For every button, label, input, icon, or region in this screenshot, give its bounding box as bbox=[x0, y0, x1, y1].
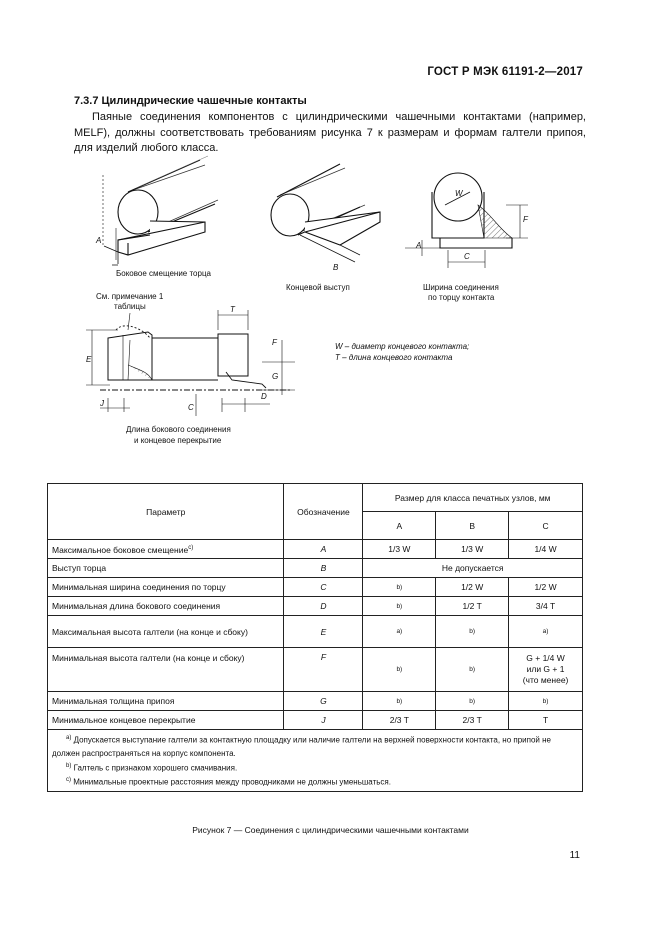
note-a: $^{a)}$ Допускается выступание галтели за контактную площадку или наличие галтели на верхней поверхности контакта, но припой не должен распространяться на корпус компонента. bbox=[52, 735, 551, 758]
th-class-c: C bbox=[509, 512, 583, 540]
label-c-side: C bbox=[188, 403, 194, 412]
cap-end-overhang: Концевой выступ bbox=[286, 283, 350, 292]
th-class-b: B bbox=[436, 512, 509, 540]
legend-w: W – диаметр концевого контакта; bbox=[335, 342, 470, 351]
label-c: C bbox=[464, 252, 470, 261]
note-b: $^{b)}$ Галтель с признаком хорошего смачивания. bbox=[66, 762, 238, 773]
label-f: F bbox=[523, 215, 528, 224]
table-notes-row bbox=[48, 730, 583, 792]
table-row: Минимальная толщина припоя G b) b) b) bbox=[48, 692, 583, 711]
th-size-group: Размер для класса печатных узлов, мм bbox=[363, 484, 583, 512]
page-number: 11 bbox=[569, 850, 580, 861]
cap-see-note-1: См. примечание 1 bbox=[96, 292, 164, 301]
table-row: Выступ торца B Не допускается bbox=[48, 559, 583, 578]
label-a-end: A bbox=[416, 241, 422, 250]
label-w: W bbox=[455, 189, 463, 198]
table-row: Минимальная ширина соединения по торцу C b) 1/2 W 1/2 W bbox=[48, 578, 583, 597]
label-j: J bbox=[100, 399, 104, 408]
label-d: D bbox=[261, 392, 267, 401]
table-row: Минимальная высота галтели (на конце и сбоку) F b) b) G + 1/4 W или G + 1 (что менее) bbox=[48, 648, 583, 692]
cap-end-width-1: Ширина соединения bbox=[423, 283, 499, 292]
legend-t: T – длина концевого контакта bbox=[335, 353, 453, 362]
table-row: Минимальное концевое перекрытие J 2/3 T 2/3 T T bbox=[48, 711, 583, 730]
drawing-side-overhang bbox=[95, 156, 218, 265]
drawing-end-width bbox=[405, 173, 529, 268]
label-g: G bbox=[272, 372, 279, 381]
label-b: B bbox=[333, 263, 339, 272]
th-parameter: Параметр bbox=[48, 484, 284, 540]
requirements-table bbox=[47, 483, 583, 792]
table-row: Максимальное боковое смещение$^{c)}$ A 1/3 W 1/3 W 1/4 W bbox=[48, 540, 583, 559]
label-a: A bbox=[96, 236, 102, 245]
figure-caption: Рисунок 7 — Соединения с цилиндрическими чашечными контактами bbox=[192, 825, 469, 835]
label-e: E bbox=[86, 355, 92, 364]
th-class-a: A bbox=[363, 512, 436, 540]
cap-side-overhang: Боковое смещение торца bbox=[116, 269, 211, 278]
section-paragraph: Паяные соединения компонентов с цилиндрическими чашечными контактами (например, MELF), должны соответствовать требованиям рисунка 7 к размерам и формам галтели припоя, для изделий любого класса. bbox=[74, 111, 586, 154]
standard-designation: ГОСТ Р МЭК 61191-2—2017 bbox=[427, 66, 583, 78]
table-row: Максимальная высота галтели (на конце и сбоку) E a) b) a) bbox=[48, 616, 583, 648]
label-t: T bbox=[230, 305, 235, 314]
label-f-side: F bbox=[272, 338, 277, 347]
cap-end-width-2: по торцу контакта bbox=[428, 293, 495, 302]
cap-side-length-2: и концевое перекрытие bbox=[134, 436, 222, 445]
cap-see-note-2: таблицы bbox=[114, 302, 146, 311]
section-title: 7.3.7 Цилиндрические чашечные контакты bbox=[74, 95, 307, 107]
drawing-end-overhang bbox=[271, 164, 380, 272]
note-c: $^{c)}$ Минимальные проектные расстояния между проводниками не должны уменьшаться. bbox=[66, 777, 391, 787]
cap-side-length-1: Длина бокового соединения bbox=[126, 425, 231, 434]
drawing-side-length bbox=[86, 305, 295, 416]
figure-legend bbox=[335, 342, 469, 362]
th-designation: Обозначение bbox=[284, 484, 363, 540]
table-row: Минимальная длина бокового соединения D b) 1/2 T 3/4 T bbox=[48, 597, 583, 616]
